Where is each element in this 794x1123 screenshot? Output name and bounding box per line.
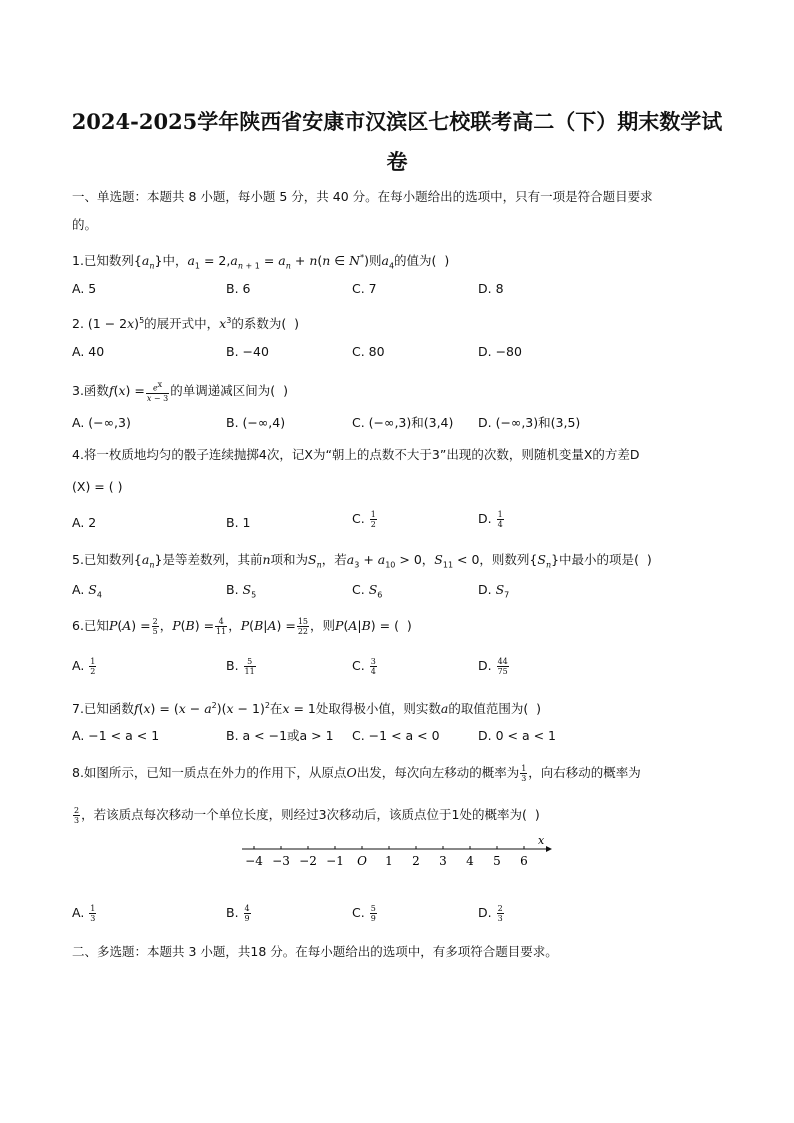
q2-option-a: A. 40 <box>72 344 105 359</box>
number-line-tick-label: −2 <box>299 854 317 868</box>
q7-stem: 7.已知函数$f(x) = (x - a^2)(x - 1)^2$在x = 1处取得极小值，则实数a的取值范围为( ) <box>72 701 542 717</box>
number-line-arrow <box>546 846 552 852</box>
q7-option-a: A. −1 < a < 1 <box>72 728 160 743</box>
number-line-tick-label: 1 <box>385 854 393 868</box>
q4-option-d: D. $\frac{1}{4}$ <box>478 510 503 529</box>
q6-option-a: A. $\frac{1}{2}$ <box>72 657 96 676</box>
number-line-tick-label: −3 <box>272 854 290 868</box>
q8-option-d: D. $\frac{2}{3}$ <box>478 904 503 923</box>
q1-option-c: C. 7 <box>352 281 377 296</box>
q4-option-c: C. $\frac{1}{2}$ <box>352 510 376 529</box>
q4-stem-line1: 4.将一枚质地均匀的骰子连续抛掷4次，记X为“朝上的点数不大于3”出现的次数，则随机变量X的方差D <box>72 447 640 462</box>
q1-option-a: A. 5 <box>72 281 97 296</box>
number-line-tick-label: 3 <box>439 854 447 868</box>
q4-option-a: A. 2 <box>72 515 97 530</box>
q1-option-d: D. 8 <box>478 281 504 296</box>
q3-stem: 3.函数f(x) = $\frac{e^x}{x - 3}$ 的单调递减区间为( ) <box>72 380 288 403</box>
q5-option-a: A. $S_4$ <box>72 582 102 600</box>
q2-option-b: B. −40 <box>226 344 269 359</box>
q1-option-b: B. 6 <box>226 281 251 296</box>
number-line-tick-label: 5 <box>493 854 501 868</box>
number-line-tick-label: −1 <box>326 854 344 868</box>
q7-option-b: B. a < −1或a > 1 <box>226 728 334 743</box>
q3-option-c: C. (−∞,3)和(3,4) <box>352 415 454 430</box>
section2-heading: 二、多选题：本题共 3 小题，共18 分。在每小题给出的选项中，有多项符合题目要求。 <box>72 944 558 959</box>
number-line-tick-label: 4 <box>466 854 474 868</box>
q2-stem: 2. $(1 - 2x)^5$的展开式中，$x^3$的系数为( ) <box>72 316 300 332</box>
q5-option-b: B. $S_5$ <box>226 582 257 600</box>
q8-option-b: B. $\frac{4}{9}$ <box>226 904 250 923</box>
q2-option-d: D. −80 <box>478 344 522 359</box>
q8-option-c: C. $\frac{5}{9}$ <box>352 904 376 923</box>
q8-option-a: A. $\frac{1}{3}$ <box>72 904 96 923</box>
number-line-tick-label: O <box>357 854 367 868</box>
q7-option-c: C. −1 < a < 0 <box>352 728 440 743</box>
q8-stem-line1: 8.如图所示，已知一质点在外力的作用下，从原点O出发，每次向左移动的概率为 $\frac{1}{3}$ ，向右移动的概率为 <box>72 764 641 783</box>
section1-heading: 一、单选题：本题共 8 小题，每小题 5 分，共 40 分。在每小题给出的选项中，只有一项是符合题目要求 <box>72 189 653 204</box>
q2-option-c: C. 80 <box>352 344 385 359</box>
q5-option-c: C. $S_6$ <box>352 582 383 600</box>
q6-stem: 6.已知P(A) = $\frac{2}{5}$ ，P(B) = $\frac{4}{11}$ ，P(B|A) = $\frac{15}{22}$ ，则P(A|B) = ( ) <box>72 617 412 636</box>
q5-option-d: D. $S_7$ <box>478 582 510 600</box>
q5-stem: 5.已知数列$\{a_n\}$是等差数列，其前n项和为$S_n$，若$a_3 + a_{10} > 0$，$S_{11} < 0$，则数列$\{S_n\}$中最小的项是( ) <box>72 552 652 570</box>
q4-stem-line2: (X) = ( ) <box>72 479 123 494</box>
section1-heading-cont: 的。 <box>72 217 98 232</box>
q3-option-a: A. (−∞,3) <box>72 415 131 430</box>
q6-option-b: B. $\frac{5}{11}$ <box>226 657 255 676</box>
q8-stem-line2: $\frac{2}{3}$ ，若该质点每次移动一个单位长度，则经过3次移动后，该质点位于1处的概率为( ) <box>74 806 540 825</box>
exam-title-line2: 卷 <box>386 149 408 174</box>
number-line-tick-label: 6 <box>520 854 528 868</box>
number-line-figure <box>240 836 560 872</box>
q7-option-d: D. 0 < a < 1 <box>478 728 556 743</box>
q3-option-b: B. (−∞,4) <box>226 415 286 430</box>
axis-label-x: x <box>538 836 545 847</box>
q6-option-d: D. $\frac{44}{75}$ <box>478 657 508 676</box>
exam-title-line1: 2024-2025学年陕西省安康市汉滨区七校联考高二（下）期末数学试 <box>71 109 723 134</box>
q6-option-c: C. $\frac{3}{4}$ <box>352 657 376 676</box>
number-line-tick-label: −4 <box>245 854 263 868</box>
q1-stem: 1.已知数列$\{a_n\}$中，$a_1 = 2,a_n$ $_{+ 1} = a_n + n(n$ ∈ N*)则$a_4$的值为( ) <box>72 253 450 271</box>
q3-option-d: D. (−∞,3)和(3,5) <box>478 415 581 430</box>
number-line-tick-label: 2 <box>412 854 420 868</box>
q4-option-b: B. 1 <box>226 515 251 530</box>
